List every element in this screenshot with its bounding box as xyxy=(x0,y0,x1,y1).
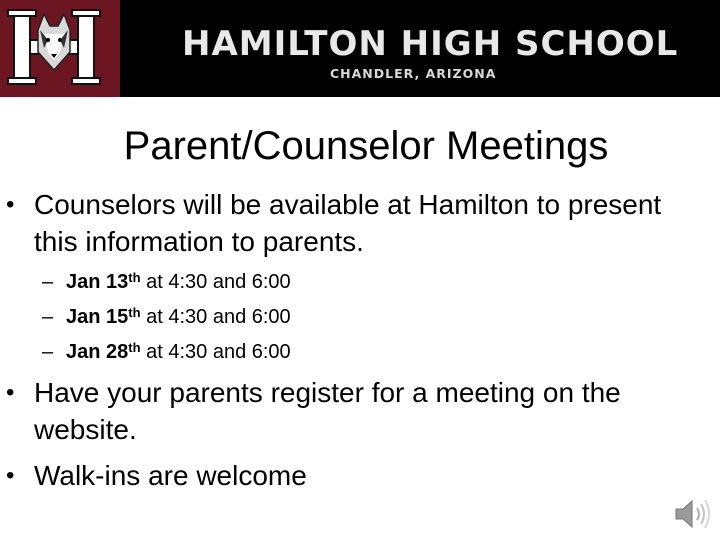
dash-marker: – xyxy=(42,306,54,328)
bullet-marker: • xyxy=(6,379,15,406)
bullet-item xyxy=(6,374,674,448)
bullet-text: Walk-ins are welcome xyxy=(34,460,307,491)
h-husky-logo-icon xyxy=(0,0,120,97)
meeting-date: Jan 15 xyxy=(66,306,129,328)
bullet-text: Counselors will be available at Hamilton to present this information to parents. xyxy=(34,189,662,257)
school-location: CHANDLER, ARIZONA xyxy=(330,66,497,81)
meeting-time: at 4:30 and 6:00 xyxy=(146,341,291,363)
dash-marker: – xyxy=(42,271,54,293)
meeting-item xyxy=(42,268,291,296)
audio-button[interactable] xyxy=(672,494,712,539)
bullet-item xyxy=(6,186,674,260)
bullet-marker: • xyxy=(6,191,15,218)
slide-title: Parent/Counselor Meetings xyxy=(123,124,609,168)
date-suffix: th xyxy=(128,270,141,285)
meeting-date: Jan 28 xyxy=(66,341,129,363)
meeting-item xyxy=(42,303,291,331)
bullet-marker: • xyxy=(6,462,15,489)
speaker-icon[interactable] xyxy=(672,494,712,534)
school-name: HAMILTON HIGH SCHOOL xyxy=(182,24,679,64)
bullet-item xyxy=(6,457,674,494)
meeting-time: at 4:30 and 6:00 xyxy=(146,306,291,328)
bullet-text: Have your parents register for a meeting on the website. xyxy=(34,377,621,445)
meeting-item xyxy=(42,338,291,366)
meeting-date: Jan 13 xyxy=(66,271,129,293)
header-banner xyxy=(0,0,720,97)
meeting-time: at 4:30 and 6:00 xyxy=(146,271,291,293)
date-suffix: th xyxy=(128,340,141,355)
school-logo xyxy=(0,0,120,97)
dash-marker: – xyxy=(42,341,54,363)
date-suffix: th xyxy=(128,305,141,320)
